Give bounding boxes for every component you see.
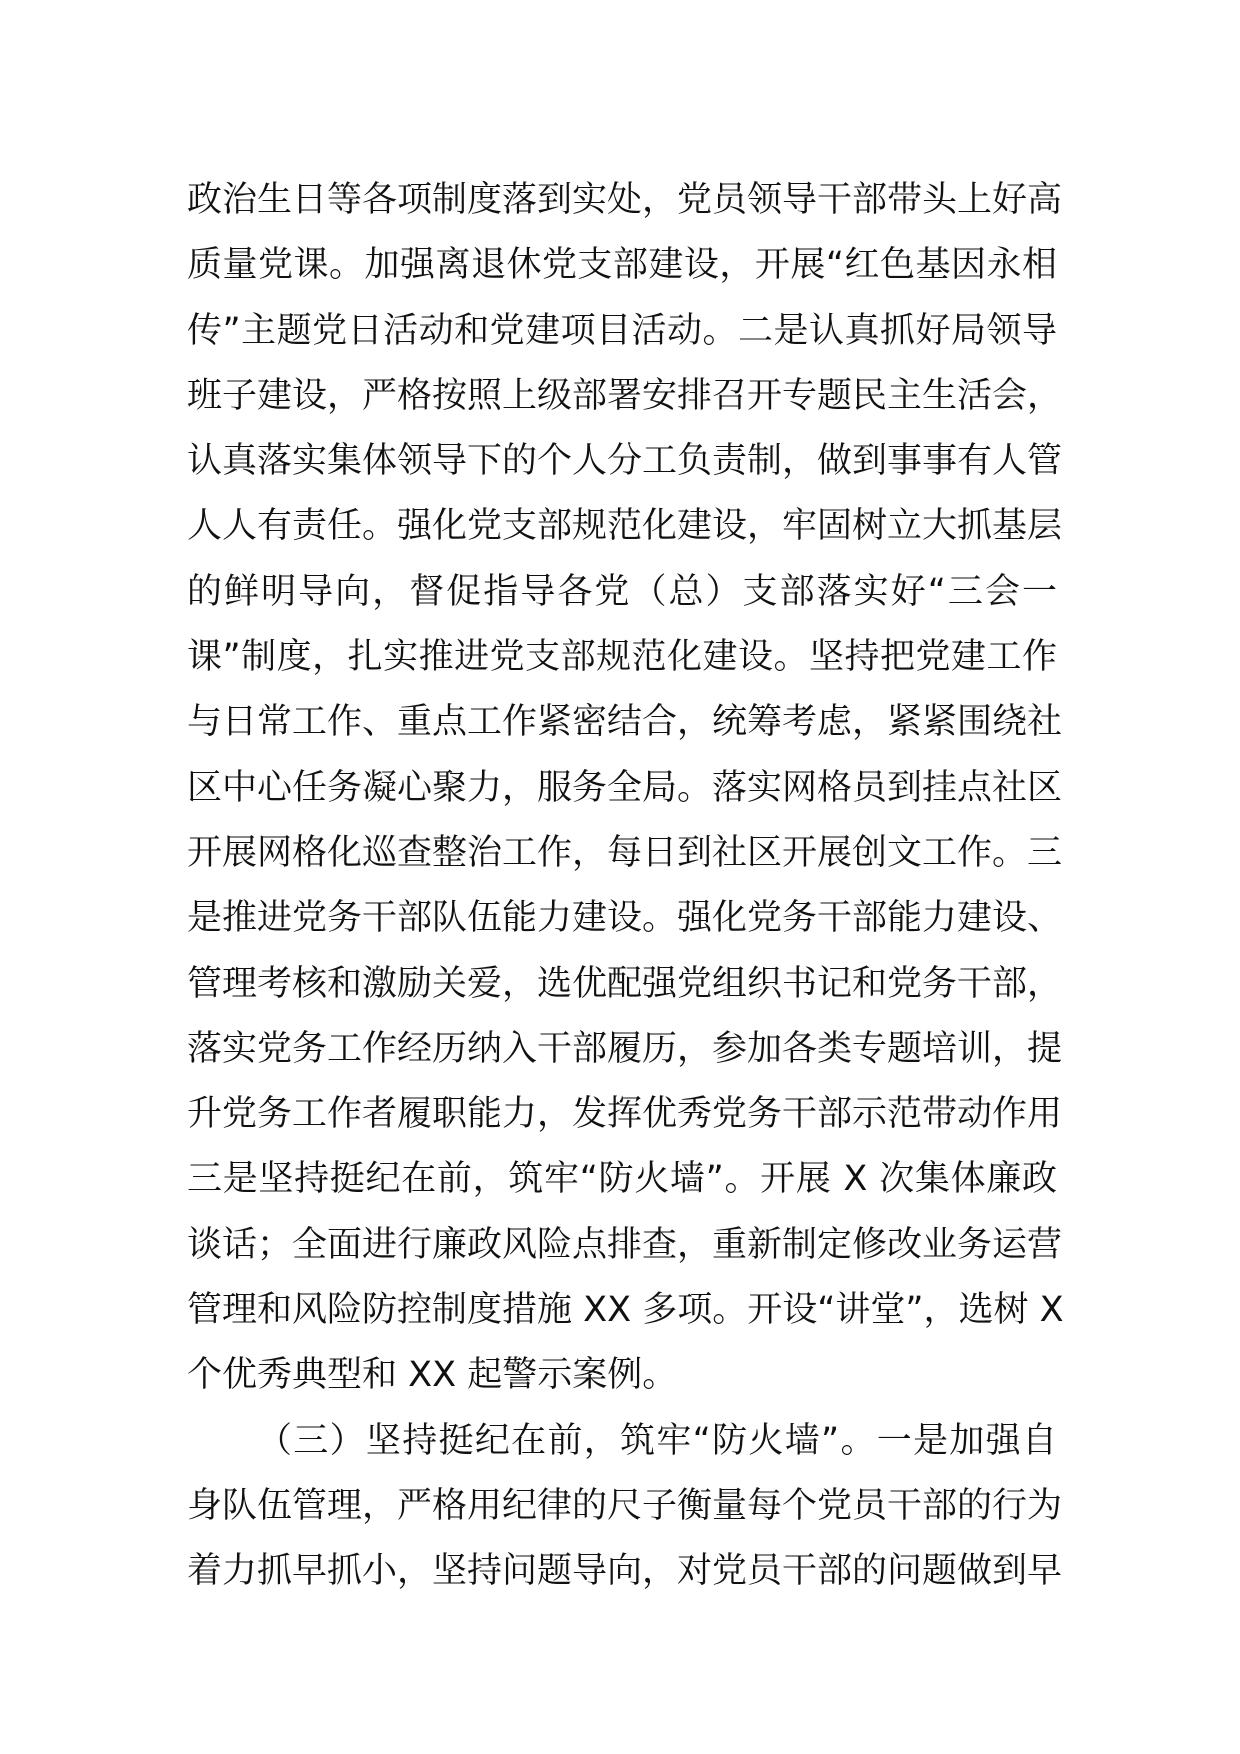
text-line: 课”制度，扎实推进党支部规范化建设。坚持把党建工作 bbox=[187, 637, 1057, 678]
text-line: 谈话；全面进行廉政风险点排查，重新制定修改业务运营 bbox=[187, 1224, 1063, 1265]
text-line: 区中心任务凝心聚力，服务全局。落实网格员到挂点社区 bbox=[187, 767, 1063, 808]
text-line: 三是坚持挺纪在前，筑牢“防火墙”。开展 X 次集体廉政 bbox=[187, 1159, 1057, 1200]
text-line: 人人有责任。强化党支部规范化建设，牢固树立大抓基层 bbox=[187, 506, 1063, 547]
text-line: （三）坚持挺纪在前，筑牢“防火墙”。一是加强自 bbox=[257, 1420, 1057, 1461]
paragraph-1 bbox=[187, 168, 1064, 1409]
text-line: 开展网格化巡查整治工作，每日到社区开展创文工作。三 bbox=[187, 832, 1063, 873]
paragraph-2 bbox=[187, 1409, 1063, 1605]
text-line: 认真落实集体领导下的个人分工负责制，做到事事有人管 bbox=[187, 441, 1063, 482]
text-line: 落实党务工作经历纳入干部履历，参加各类专题培训，提 bbox=[187, 1028, 1063, 1069]
text-line: 升党务工作者履职能力，发挥优秀党务干部示范带动作用 bbox=[187, 1094, 1063, 1135]
text-line: 是推进党务干部队伍能力建设。强化党务干部能力建设、 bbox=[187, 898, 1063, 939]
text-line: 个优秀典型和 XX 起警示案例。 bbox=[187, 1355, 678, 1396]
text-line: 管理和风险防控制度措施 XX 多项。开设“讲堂”，选树 X bbox=[187, 1290, 1064, 1331]
text-line: 身队伍管理，严格用纪律的尺子衡量每个党员干部的行为 bbox=[187, 1485, 1063, 1526]
text-line: 班子建设，严格按照上级部署安排召开专题民主生活会， bbox=[187, 375, 1063, 416]
text-line: 着力抓早抓小，坚持问题导向，对党员干部的问题做到早 bbox=[187, 1551, 1063, 1592]
text-line: 与日常工作、重点工作紧密结合，统筹考虑，紧紧围绕社 bbox=[187, 702, 1063, 743]
body-text bbox=[187, 168, 1064, 1605]
text-line: 质量党课。加强离退休党支部建设，开展“红色基因永相 bbox=[187, 245, 1057, 286]
text-line: 政治生日等各项制度落到实处，党员领导干部带头上好高 bbox=[187, 180, 1063, 220]
text-line: 的鲜明导向，督促指导各党（总）支部落实好“三会一 bbox=[187, 571, 1057, 612]
text-line: 管理考核和激励关爱，选优配强党组织书记和党务干部， bbox=[187, 963, 1063, 1004]
text-line: 传”主题党日活动和党建项目活动。二是认真抓好局领导 bbox=[187, 310, 1057, 351]
